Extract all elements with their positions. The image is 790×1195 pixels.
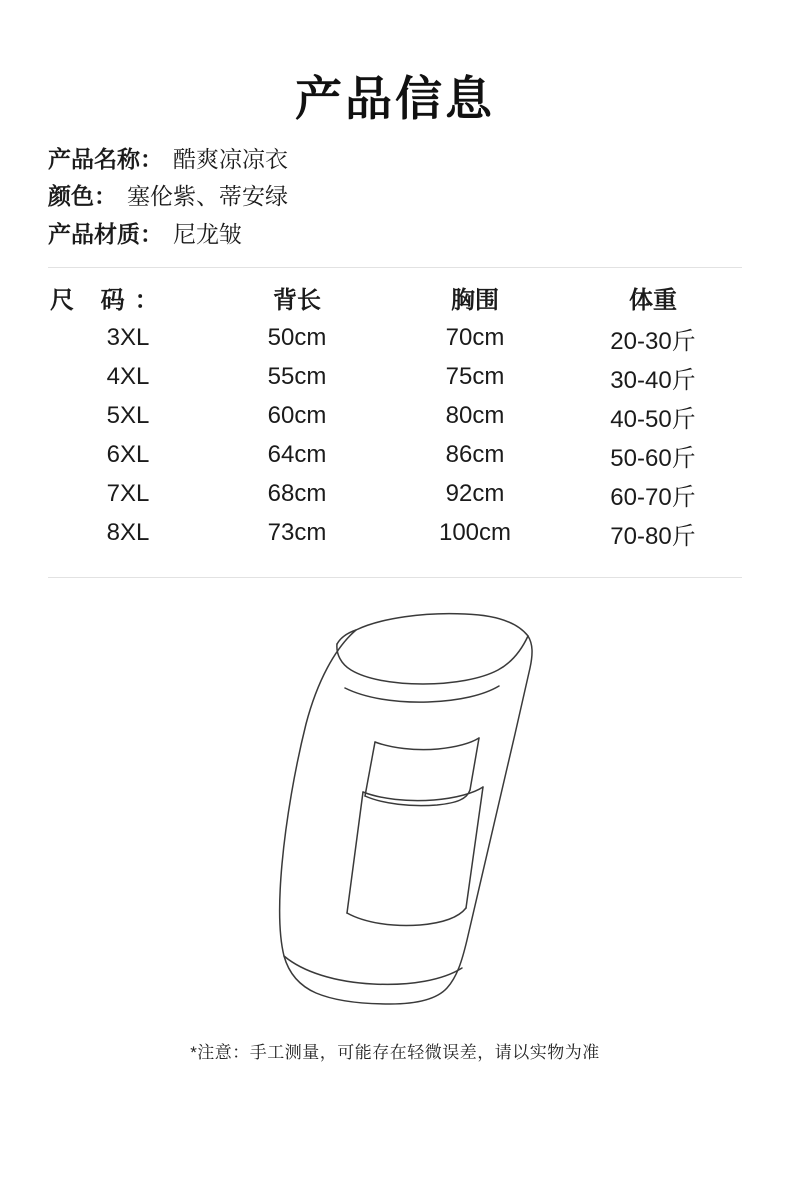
garment-illustration — [0, 596, 790, 1026]
page-title: 产品信息 — [295, 72, 495, 127]
table-header-size: 尺 码： — [50, 286, 169, 314]
product-info-page — [0, 62, 790, 1195]
cell-chest: 70cm — [445, 324, 505, 352]
cell-size: 6XL — [106, 441, 150, 469]
cell-chest: 100cm — [438, 519, 512, 547]
cell-backlength: 64cm — [267, 441, 327, 469]
cell-weight: 70-80斤 — [610, 522, 696, 550]
divider-top — [48, 267, 742, 268]
info-row-color — [48, 178, 790, 215]
cell-weight: 30-40斤 — [610, 366, 696, 394]
cell-chest: 92cm — [445, 480, 505, 508]
table-header-chest: 胸围 — [451, 286, 499, 314]
cell-weight: 60-70斤 — [610, 483, 696, 511]
table-row — [48, 358, 742, 397]
cell-size: 4XL — [106, 363, 150, 391]
info-value-color: 塞伦紫、蒂安绿 — [127, 183, 288, 210]
measurement-note: *注意：手工测量，可能存在轻微误差，请以实物为准 — [190, 1042, 600, 1062]
info-label-material: 产品材质： — [48, 220, 163, 247]
table-row — [48, 436, 742, 475]
cell-backlength: 68cm — [267, 480, 327, 508]
info-row-material — [48, 216, 790, 253]
info-row-name — [48, 141, 790, 178]
table-row — [48, 475, 742, 514]
table-header-row — [48, 278, 742, 319]
table-header-weight: 体重 — [629, 286, 677, 314]
table-row — [48, 514, 742, 553]
cell-weight: 40-50斤 — [610, 405, 696, 433]
cell-chest: 75cm — [445, 363, 505, 391]
cell-size: 8XL — [106, 519, 150, 547]
cell-backlength: 55cm — [267, 363, 327, 391]
cell-size: 7XL — [106, 480, 150, 508]
cell-size: 3XL — [106, 324, 150, 352]
cell-backlength: 60cm — [267, 402, 327, 430]
cell-chest: 86cm — [445, 441, 505, 469]
cell-weight: 20-30斤 — [610, 327, 696, 355]
product-info-list — [48, 141, 790, 253]
garment-line-drawing-icon — [185, 596, 605, 1026]
info-value-name: 酷爽凉凉衣 — [173, 146, 288, 172]
table-header-backlength: 背长 — [273, 286, 321, 314]
size-chart-table — [48, 278, 742, 553]
cell-backlength: 73cm — [267, 519, 327, 547]
cell-weight: 50-60斤 — [610, 444, 696, 472]
cell-size: 5XL — [106, 402, 150, 430]
info-label-color: 颜色： — [48, 183, 117, 210]
divider-bottom — [48, 577, 742, 578]
info-value-material: 尼龙皱 — [173, 220, 242, 247]
table-row — [48, 319, 742, 358]
cell-chest: 80cm — [445, 402, 505, 430]
info-label-name: 产品名称： — [48, 146, 163, 172]
table-row — [48, 397, 742, 436]
cell-backlength: 50cm — [267, 324, 327, 352]
